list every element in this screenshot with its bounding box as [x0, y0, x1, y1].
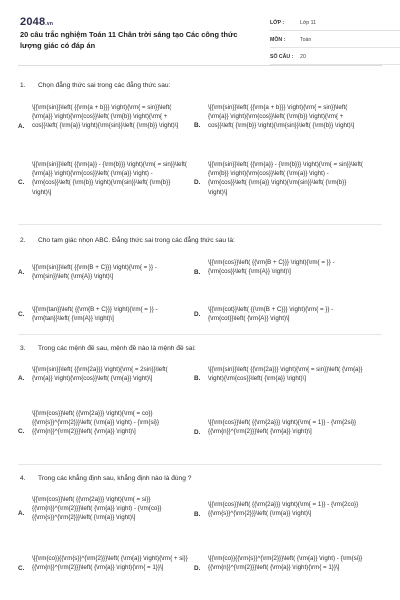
answer-option-a[interactable]	[18, 365, 188, 383]
option-letter: D.	[194, 565, 201, 572]
question-divider	[18, 334, 382, 335]
option-letter: C.	[18, 565, 25, 572]
option-text: \[{\rm{sin}}\left( {{\rm{2a}}} \right){\rm{ = sin}}\left( {\rm{a}} \right){\rm{cos}}\left( {\rm{a}} \right)\]	[208, 366, 363, 383]
option-text: \[{\rm{sin}}\left( {{\rm{a + b}}} \right){\rm{ = sin}}\left( {\rm{a}} \right){\rm{cos}}\left( {\rm{b}} \right){\rm{ + cos}}\left( {\rm{b}} \right){\rm{sin}}\left( {\rm{b}} \right)\]	[208, 104, 355, 130]
question-stem	[18, 236, 382, 245]
option-letter: C.	[18, 428, 25, 435]
option-text: \[{\rm{sin}}\left( {{\rm{a + b}}} \right){\rm{ = sin}}\left( {\rm{a}} \right){\rm{cos}}\left( {\rm{b}} \right){\rm{ + cos}}\left( {\rm{a}} \right){\rm{sin}}\left( {\rm{b}} \right)\]	[32, 104, 179, 130]
option-letter: C.	[18, 311, 25, 318]
logo-suffix: .vn	[45, 21, 54, 27]
option-letter: A.	[18, 269, 25, 276]
question-number: 3.	[20, 345, 26, 352]
option-text: \[{\rm{sin}}\left( {{\rm{a}} - {\rm{b}}} \right){\rm{ = sin}}\left( {\rm{b}} \right){\rm{cos}}\left( {\rm{a}} \right) - {\rm{cos}}\left( {\rm{a}} \right){\rm{sin}}\left( {\rm{b}} \right)\]	[208, 161, 363, 196]
option-text: \[{\rm{cot}}\left( {{\rm{B + C}}} \right){\rm{ = }} - {\rm{cot}}\left( {\rm{A}} \right)\]	[208, 306, 334, 323]
option-text: \[{\rm{co}}{{\rm{s}}^{\rm{2}}}\left( {\rm{a}} \right){\rm{ + si}}{{\rm{n}}^{\rm{2}}}\left( {\rm{a}} \right){\rm{ = 1}}\]	[32, 555, 188, 572]
meta-value: Lớp 11	[300, 20, 316, 26]
question-number: 1.	[20, 82, 26, 89]
question-stem	[18, 474, 382, 483]
answer-option-a[interactable]	[18, 103, 188, 149]
option-letter: B.	[194, 511, 201, 518]
meta-value: 20	[300, 54, 306, 60]
logo-text: 2048	[20, 16, 46, 28]
question-number: 2.	[20, 237, 26, 244]
meta-label: MÔN :	[270, 37, 286, 43]
answer-option-c[interactable]	[18, 554, 188, 573]
question-2	[18, 236, 382, 245]
answer-option-b[interactable]	[194, 258, 364, 277]
question-3	[18, 344, 382, 353]
question-number: 4.	[20, 475, 26, 482]
option-letter: B.	[194, 122, 201, 129]
option-letter: D.	[194, 179, 201, 186]
answer-option-d[interactable]	[194, 418, 364, 437]
question-divider	[18, 464, 382, 465]
page-title: 20 câu trắc nghiệm Toán 11 Chân trời sáng tạo Các công thức lượng giác có đáp án	[20, 30, 238, 50]
meta-value: Toán	[300, 37, 312, 43]
option-letter: C.	[18, 179, 25, 186]
question-stem	[18, 81, 382, 90]
option-text: \[{\rm{sin}}\left( {{\rm{2a}}} \right){\rm{ = 2sin}}\left( {\rm{a}} \right){\rm{cos}}\left( {\rm{a}} \right)\]	[32, 366, 168, 383]
option-text: \[{\rm{cos}}\left( {{\rm{2a}}} \right){\rm{ = co}}{{\rm{s}}^{\rm{2}}}\left( {\rm{a}} \right) - {\rm{si}}{{\rm{n}}^{\rm{2}}}\left( {\rm{a}} \right)\]	[32, 410, 160, 436]
site-logo[interactable]	[20, 16, 53, 28]
question-stem	[18, 344, 382, 353]
answer-option-c[interactable]	[18, 160, 188, 197]
option-text: \[{\rm{cos}}\left( {{\rm{B + C}}} \right){\rm{ = }} - {\rm{cos}}\left( {\rm{A}} \right)\]	[208, 259, 335, 276]
question-divider	[18, 224, 382, 225]
option-text: \[{\rm{co}}{{\rm{s}}^{\rm{2}}}\left( {\rm{a}} \right) - {\rm{si}}{{\rm{n}}^{\rm{2}}}\left( {\rm{a}} \right){\rm{ = 1}}\]	[208, 555, 363, 572]
question-1	[18, 81, 382, 90]
option-letter: D.	[194, 429, 201, 436]
answer-option-d[interactable]	[194, 160, 364, 197]
question-4	[18, 474, 382, 483]
answer-option-d[interactable]	[194, 305, 364, 323]
option-text: \[{\rm{sin}}\left( {{\rm{a}} - {\rm{b}}} \right){\rm{ = sin}}\left( {\rm{a}} \right){\rm{cos}}\left( {\rm{a}} \right) - {\rm{cos}}\left( {\rm{b}} \right){\rm{sin}}\left( {\rm{b}} \right)\]	[32, 161, 187, 196]
question-text: Trong các khẳng định sau, khẳng định nào là đúng ?	[38, 475, 192, 482]
meta-info	[270, 14, 400, 65]
meta-label: LỚP :	[270, 20, 285, 26]
option-text: \[{\rm{cos}}\left( {{\rm{2a}}} \right){\rm{ = si}}{{\rm{n}}^{\rm{2}}}\left( {\rm{a}} \right) - {\rm{co}}{{\rm{s}}^{\rm{2}}}\left( {\rm{a}} \right)\]	[32, 496, 162, 522]
document-header	[18, 0, 382, 66]
option-text: \[{\rm{cos}}\left( {{\rm{2a}}} \right){\rm{ = 1}} - {\rm{2si}}{{\rm{n}}^{\rm{2}}}\left( {\rm{a}} \right)\]	[208, 419, 357, 436]
option-letter: A.	[18, 122, 25, 130]
option-letter: D.	[194, 311, 201, 318]
answer-option-b[interactable]	[194, 365, 364, 383]
question-text: Cho tam giác nhọn ABC. Đẳng thức sai trong các đẳng thức sau là:	[38, 237, 235, 244]
option-letter: B.	[194, 269, 201, 276]
meta-row-class	[270, 14, 400, 31]
meta-row-subject	[270, 31, 400, 48]
option-text: \[{\rm{tan}}\left( {{\rm{B + C}}} \right){\rm{ = }} - {\rm{tan}}\left( {\rm{A}} \right)\]	[32, 306, 158, 323]
answer-option-c[interactable]	[18, 409, 188, 437]
question-text: Chọn đẳng thức sai trong các đẳng thức sau:	[38, 82, 171, 89]
option-letter: B.	[194, 375, 201, 382]
answer-option-d[interactable]	[194, 554, 364, 573]
option-text: \[{\rm{cos}}\left( {{\rm{2a}}} \right){\rm{ = 1}} - {\rm{2co}}{{\rm{s}}^{\rm{2}}}\left( {\rm{a}} \right)\]	[208, 501, 359, 518]
answer-option-b[interactable]	[194, 500, 364, 519]
meta-label: SỐ CÂU :	[270, 54, 294, 60]
answer-option-a[interactable]	[18, 495, 188, 523]
option-text: \[{\rm{sin}}\left( {{\rm{B + C}}} \right){\rm{ = }} - {\rm{sin}}\left( {\rm{A}} \right)\]	[32, 264, 157, 281]
meta-row-count	[270, 48, 400, 65]
answer-option-a[interactable]	[18, 263, 188, 281]
answer-option-b[interactable]	[194, 103, 364, 131]
option-letter: A.	[18, 510, 25, 517]
question-text: Trong các mệnh đề sau, mệnh đề nào là mệnh đề sai:	[38, 345, 196, 352]
option-letter: A.	[18, 375, 25, 382]
answer-option-c[interactable]	[18, 305, 188, 323]
